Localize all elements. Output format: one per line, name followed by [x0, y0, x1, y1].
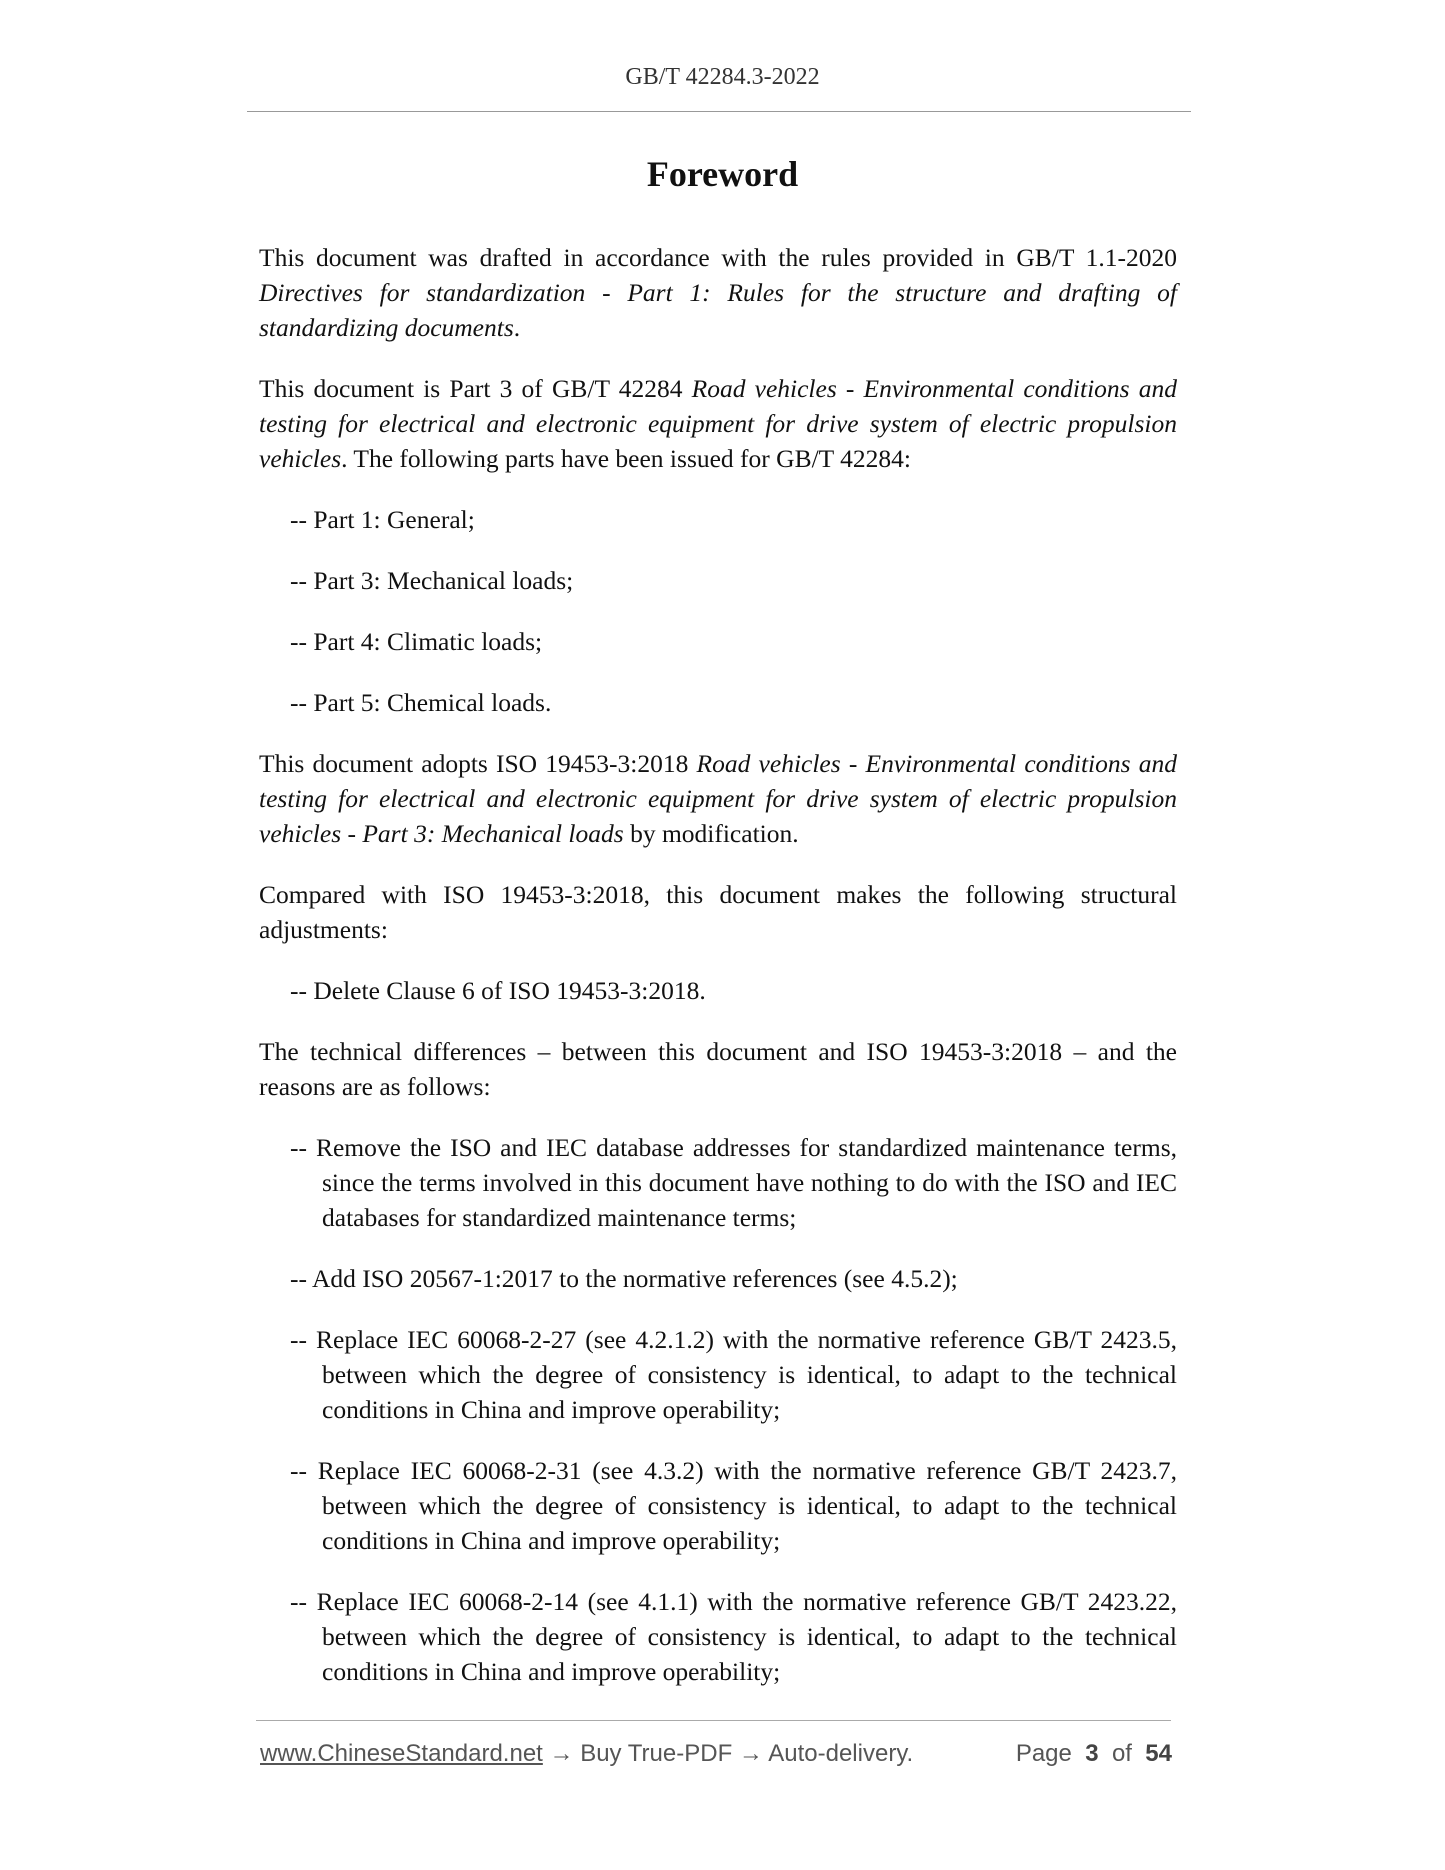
page-of-label: of: [1111, 1740, 1132, 1767]
text: by modification.: [623, 819, 799, 848]
paragraph-adoption: [259, 746, 1177, 851]
list-item: -- Replace IEC 60068-2-14 (see 4.1.1) with the normative reference GB/T 2423.22, between which the degree of consistency is identical, to adapt to the technical conditions in China and improve operability;: [290, 1587, 1177, 1686]
list-item: -- Part 4: Climatic loads;: [290, 627, 543, 656]
list-item: -- Replace IEC 60068-2-27 (see 4.2.1.2) with the normative reference GB/T 2423.5, between which the degree of consistency is identical, to adapt to the technical conditions in China and improve operability;: [290, 1325, 1177, 1424]
paragraph-technical-differences: The technical differences – between this document and ISO 19453-3:2018 – and the reasons are as follows:: [259, 1037, 1177, 1101]
text: .: [513, 313, 521, 342]
list-item: -- Part 3: Mechanical loads;: [290, 566, 574, 595]
page-total: 54: [1145, 1740, 1172, 1767]
text: . The following parts have been issued for GB/T 42284:: [341, 444, 912, 473]
page-number: [1016, 1740, 1172, 1768]
paragraph-drafting-rules: [259, 240, 1177, 345]
document-id-header: GB/T 42284.3-2022: [625, 64, 820, 90]
text: This document adopts ISO 19453-3:2018: [259, 749, 697, 778]
footer-promo: [260, 1740, 913, 1768]
delivery-text: Auto-delivery.: [768, 1740, 914, 1767]
list-item: -- Remove the ISO and IEC database addresses for standardized maintenance terms, since the terms involved in this document have nothing to do with the ISO and IEC databases for standardized maintenance terms;: [290, 1133, 1177, 1232]
text: This document is Part 3 of GB/T 42284: [259, 374, 692, 403]
text: This document was drafted in accordance with the rules provided in GB/T 1.1-2020: [259, 243, 1177, 272]
arrow-right-icon: →: [732, 1740, 769, 1767]
paragraph-structural: Compared with ISO 19453-3:2018, this document makes the following structural adjustments:: [259, 880, 1177, 944]
italic-title: Directives for standardization - Part 1: Rules for the structure and drafting of standardizing documents: [259, 278, 1177, 342]
buy-text: Buy True-PDF: [580, 1740, 733, 1767]
list-item: -- Part 1: General;: [290, 505, 475, 534]
paragraph-part-info: [259, 371, 1177, 476]
list-item: -- Part 5: Chemical loads.: [290, 688, 552, 717]
page-current: 3: [1085, 1740, 1099, 1767]
arrow-right-icon: →: [542, 1740, 581, 1767]
list-item: -- Replace IEC 60068-2-31 (see 4.3.2) with the normative reference GB/T 2423.7, between which the degree of consistency is identical, to adapt to the technical conditions in China and improve operability;: [290, 1456, 1177, 1555]
list-item: -- Delete Clause 6 of ISO 19453-3:2018.: [290, 976, 706, 1005]
header-divider: [247, 111, 1191, 112]
website-link[interactable]: www.ChineseStandard.net: [260, 1740, 543, 1767]
page-title: Foreword: [646, 154, 799, 194]
footer-divider: [256, 1720, 1171, 1721]
italic-title: Road vehicles - Environmental conditions and testing for electrical and electronic equipment for drive system of electric propulsion vehicles: [259, 374, 1177, 473]
list-item: -- Add ISO 20567-1:2017 to the normative references (see 4.5.2);: [290, 1264, 958, 1293]
italic-title: Road vehicles - Environmental conditions and testing for electrical and electronic equipment for drive system of electric propulsion vehicles - Part 3: Mechanical loads: [259, 749, 1177, 848]
page-label: Page: [1015, 1740, 1072, 1767]
page-footer: [260, 1740, 1172, 1774]
document-body: [259, 240, 1177, 1715]
